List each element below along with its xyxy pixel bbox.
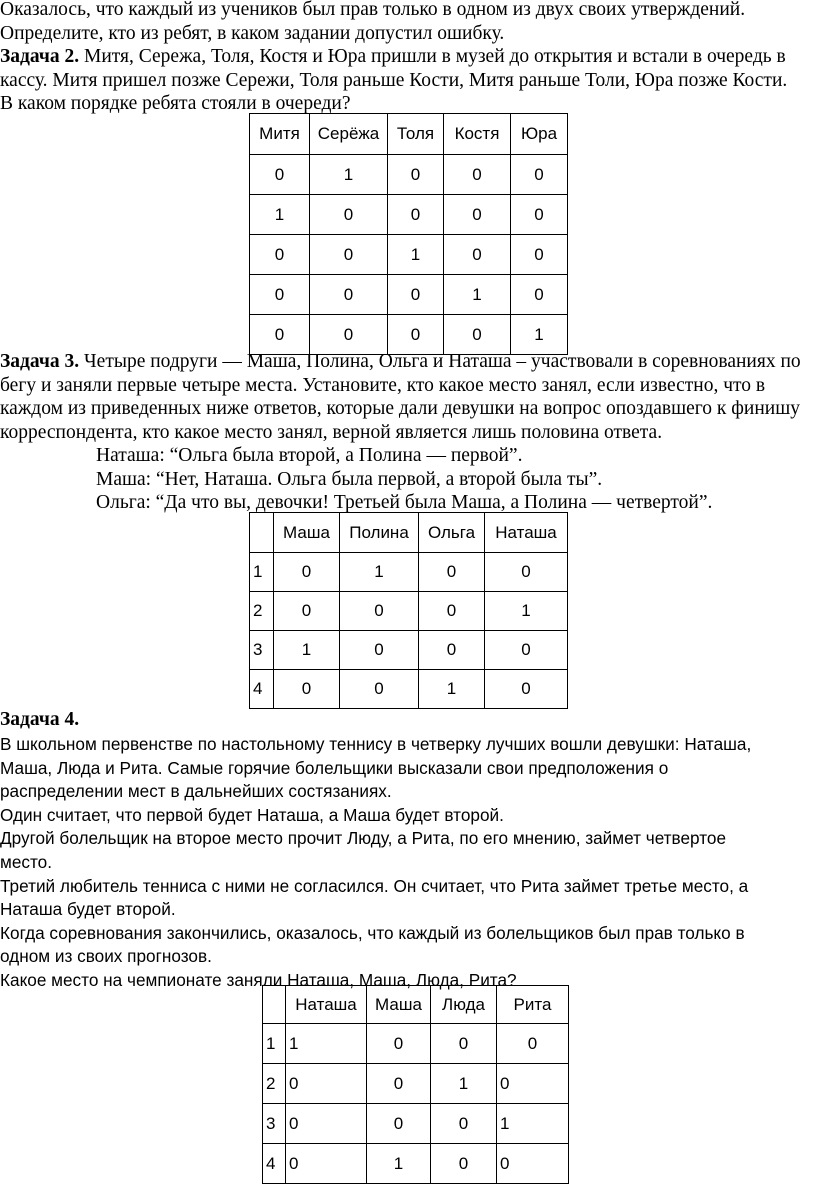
table-cell: 0 [274,592,340,631]
task3-text-line: каждом из приведенных ниже ответов, которые дали девушки на вопрос опоздавшего к финишу [0,398,800,419]
table-cell: 0 [511,235,568,275]
table-cell: 0 [511,155,568,195]
table-cell: 0 [388,275,444,315]
intro-line: Определите, кто из ребят, в каком задании допустил ошибку. [0,22,505,44]
table-header-cell: Митя [250,114,310,155]
table-cell: 0 [340,592,419,631]
task3-quote: Маша: “Нет, Наташа. Ольга была первой, а второй была ты”. [96,468,603,490]
task4-text-line: Когда соревнования закончились, оказалось, что каждый из болельщиков был прав только в [0,922,745,943]
table-cell: 0 [485,631,568,670]
table-row [250,195,568,235]
table-cell: 0 [250,315,310,355]
task4-text-line: Один считает, что первой будет Наташа, а Маша будет второй. [0,804,504,825]
table-cell: 0 [310,315,388,355]
table-row [263,1024,569,1064]
table-cell: 1 [250,553,274,592]
task2-heading: Задача 2. [0,46,80,67]
table-cell: 1 [511,315,568,355]
table-cell: 0 [340,631,419,670]
table-cell: 0 [485,670,568,709]
task4-text-line: Наташа будет второй. [0,899,176,920]
table-cell: 1 [388,235,444,275]
task3-table [249,512,568,709]
table-header-cell: Наташа [286,986,367,1024]
table-cell: 0 [431,1024,497,1064]
table-cell: 0 [497,1024,569,1064]
task4-text-line: Маша, Люда и Рита. Самые горячие болельщики высказали свои предположения о [0,757,669,778]
table-header-cell: Рита [497,986,569,1024]
table-row [250,275,568,315]
table-cell: 1 [485,592,568,631]
table-cell: 3 [250,631,274,670]
table-cell: 0 [511,195,568,235]
table-row [250,670,568,709]
table-cell: 0 [388,315,444,355]
task3-text: Четыре подруги — Маша, Полина, Ольга и Наташа – участвовали в соревнованиях по [79,351,801,372]
task4-text-line: распределении мест в дальнейших состязаниях. [0,781,392,802]
table-row [250,155,568,195]
task4-text-line: Какое место на чемпионате заняли Наташа, Маша, Люда, Рита? [0,970,517,990]
table-cell: 1 [274,631,340,670]
table-cell: 0 [431,1144,497,1184]
table-cell: 0 [367,1104,431,1144]
table-cell: 0 [419,553,485,592]
table-cell: 1 [310,155,388,195]
table-header-cell: Наташа [485,513,568,553]
task3-first-line [0,350,801,374]
table-cell: 0 [250,235,310,275]
table-cell: 2 [250,592,274,631]
task4-heading-line [0,708,79,732]
table-cell: 0 [286,1064,367,1104]
task4-text-line: Третий любитель тенниса с ними не согласился. Он считает, что Рита займет третье место, а [0,875,749,896]
table-header-cell: Костя [444,114,511,155]
table-cell: 0 [388,155,444,195]
table-cell: 0 [367,1024,431,1064]
table-cell: 0 [367,1064,431,1104]
table-row [263,1064,569,1104]
task4-table [262,985,569,1184]
task4-text-line: Другой болельщик на второе место прочит Люду, а Рита, по его мнению, займет четвертое [0,828,727,849]
task3-quote: Наташа: “Ольга была второй, а Полина — первой”. [96,445,523,466]
table-cell: 0 [431,1104,497,1144]
intro-line: Оказалось, что каждый из учеников был прав только в одном из двух своих утверждений. [0,0,746,20]
table-row [250,315,568,355]
table-cell: 0 [310,235,388,275]
table-row [250,553,568,592]
table-cell: 1 [367,1144,431,1184]
table-cell: 1 [419,670,485,709]
task2-text-line: кассу. Митя пришел позже Сережи, Толя раньше Кости, Митя раньше Толи, Юра позже Кости. [0,69,788,91]
task3-quote: Ольга: “Да что вы, девочки! Третьей была Маша, а Полина — четвертой”. [96,492,713,513]
task2-first-line [0,45,786,69]
table-header-cell [250,513,274,553]
table-cell: 0 [286,1104,367,1144]
table-header-cell: Ольга [419,513,485,553]
table-header-cell: Маша [274,513,340,553]
table-row [263,1144,569,1184]
table-cell: 1 [431,1064,497,1104]
task4-text-line: место. [0,852,52,872]
table-cell: 2 [263,1064,286,1104]
table-row [263,1104,569,1144]
table-cell: 0 [419,631,485,670]
task4-heading: Задача 4. [0,709,80,730]
task2-text-line: В каком порядке ребята стояли в очереди? [0,93,351,114]
task2-table [249,113,568,355]
table-cell: 0 [444,315,511,355]
task2-text: Митя, Сережа, Толя, Костя и Юра пришли в музей до открытия и встали в очередь в [79,46,786,67]
table-cell: 0 [511,275,568,315]
table-cell: 0 [340,670,419,709]
table-cell: 0 [250,275,310,315]
table-cell: 0 [274,553,340,592]
table-header-cell: Люда [431,986,497,1024]
table-cell: 3 [263,1104,286,1144]
table-header-row [263,986,569,1024]
table-cell: 0 [497,1064,569,1104]
table-header-cell [263,986,286,1024]
table-header-row [250,513,568,553]
task3-heading: Задача 3. [0,351,80,372]
table-cell: 0 [485,553,568,592]
table-cell: 0 [497,1144,569,1184]
table-cell: 0 [310,195,388,235]
table-row [250,592,568,631]
table-cell: 0 [286,1144,367,1184]
table-cell: 4 [263,1144,286,1184]
table-cell: 1 [444,275,511,315]
table-cell: 0 [444,235,511,275]
table-cell: 0 [250,155,310,195]
table-cell: 1 [250,195,310,235]
task4-text-line: одном из своих прогнозов. [0,946,212,967]
task3-text-line: бегу и заняли первые четыре места. Установите, кто какое место занял, если известно, что в [0,374,766,396]
table-header-cell: Юра [511,114,568,155]
table-cell: 0 [444,155,511,195]
table-cell: 1 [497,1104,569,1144]
table-header-cell: Маша [367,986,431,1024]
task3-text-line: корреспондента, кто какое место занял, верной является лишь половина ответа. [0,421,663,443]
table-cell: 0 [388,195,444,235]
table-header-cell: Полина [340,513,419,553]
table-cell: 0 [444,195,511,235]
table-cell: 4 [250,670,274,709]
table-header-cell: Серёжа [310,114,388,155]
table-row [250,235,568,275]
table-cell: 1 [263,1024,286,1064]
table-cell: 0 [310,275,388,315]
table-cell: 1 [340,553,419,592]
task4-text-line: В школьном первенстве по настольному теннису в четверку лучших вошли девушки: Наташа, [0,734,752,754]
table-header-cell: Толя [388,114,444,155]
table-row [250,631,568,670]
table-cell: 1 [286,1024,367,1064]
table-cell: 0 [419,592,485,631]
table-cell: 0 [274,670,340,709]
table-header-row [250,114,568,155]
